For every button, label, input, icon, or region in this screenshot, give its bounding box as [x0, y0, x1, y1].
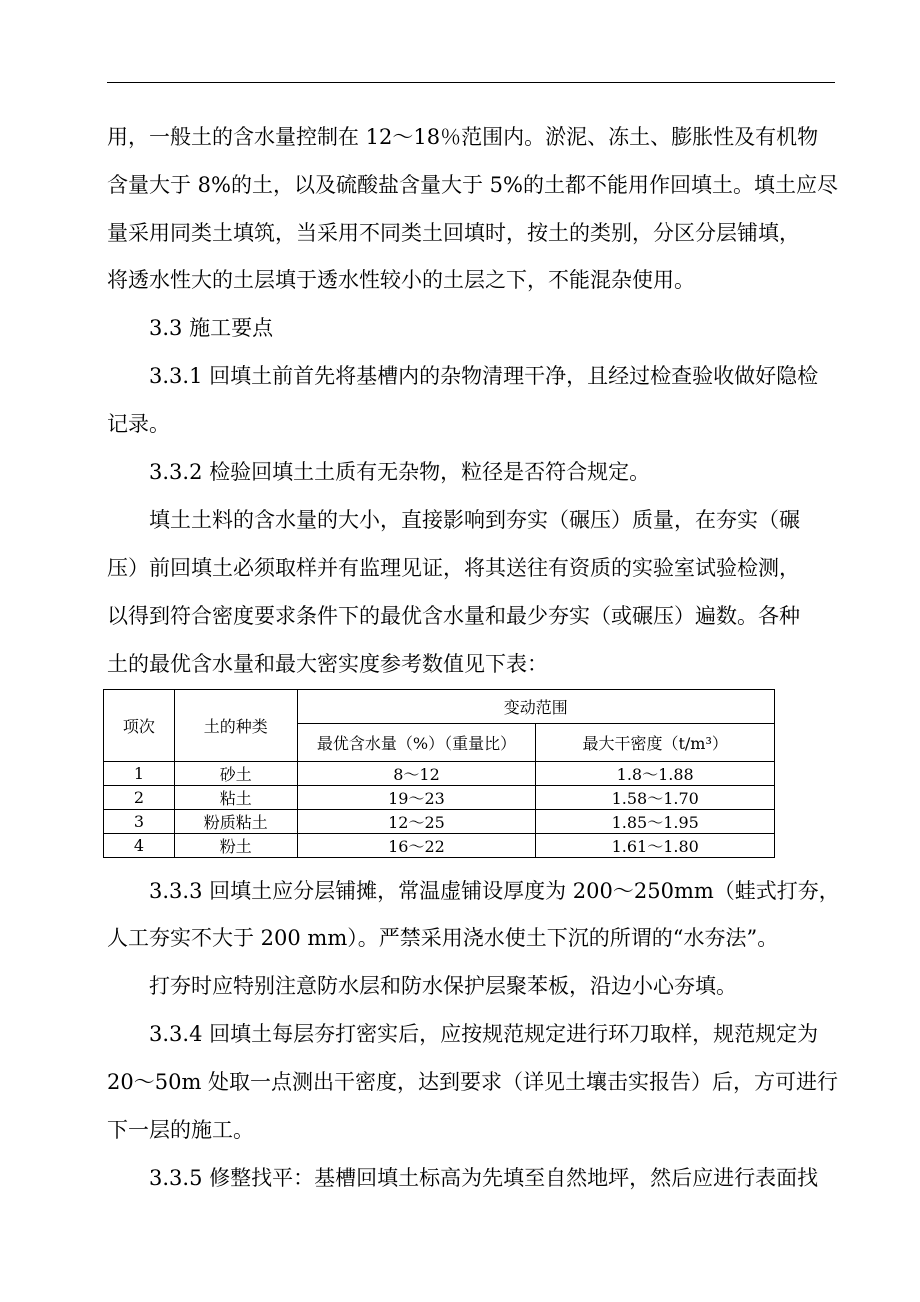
paragraph-line: 3.3.1 回填土前首先将基槽内的杂物清理干净，且经过检查验收做好隐检 [149, 364, 819, 388]
section-heading-3-3: 3.3 施工要点 [149, 316, 274, 340]
cell-item: 1 [104, 762, 175, 786]
cell-moisture: 16～22 [297, 834, 536, 858]
cell-density: 1.61～1.80 [536, 834, 775, 858]
paragraph-line: 用，一般土的含水量控制在 12～18％范围内。淤泥、冻土、膨胀性及有机物 [107, 125, 819, 149]
table-row [104, 762, 775, 786]
paragraph-line: 压）前回填土必须取样并有监理见证，将其送往有资质的实验室试验检测， [107, 556, 800, 580]
header-moisture: 最优含水量（%）（重量比） [297, 724, 536, 762]
paragraph-line: 3.3.5 修整找平：基槽回填土标高为先填至自然地坪，然后应进行表面找 [149, 1166, 819, 1190]
cell-density: 1.8～1.88 [536, 762, 775, 786]
cell-soil-type: 粉质粘土 [174, 810, 297, 834]
paragraph-line: 20～50m 处取一点测出干密度，达到要求（详见土壤击实报告）后，方可进行 [107, 1070, 839, 1094]
header-density: 最大干密度（t/m³） [536, 724, 775, 762]
header-soil-type: 土的种类 [174, 690, 297, 762]
table-row [104, 834, 775, 858]
soil-parameters-table [103, 689, 775, 858]
cell-item: 3 [104, 810, 175, 834]
paragraph-line: 将透水性大的土层填于透水性较小的土层之下，不能混杂使用。 [107, 268, 695, 292]
paragraph-line: 量采用同类土填筑，当采用不同类土回填时，按土的类别，分区分层铺填， [107, 221, 800, 245]
paragraph-line: 土的最优含水量和最大密实度参考数值见下表： [107, 652, 548, 676]
paragraph-line: 打夯时应特别注意防水层和防水保护层聚苯板，沿边小心夯填。 [149, 974, 737, 998]
cell-density: 1.58～1.70 [536, 786, 775, 810]
header-item: 项次 [104, 690, 175, 762]
table-row [104, 786, 775, 810]
header-rule [107, 82, 835, 83]
cell-density: 1.85～1.95 [536, 810, 775, 834]
paragraph-line: 人工夯实不大于 200 mm）。严禁采用浇水使土下沉的所谓的“水夯法”。 [107, 926, 779, 950]
cell-item: 4 [104, 834, 175, 858]
paragraph-line: 含量大于 8%的土，以及硫酸盐含量大于 5%的土都不能用作回填土。填土应尽 [107, 173, 838, 197]
cell-item: 2 [104, 786, 175, 810]
cell-soil-type: 砂土 [174, 762, 297, 786]
cell-moisture: 19～23 [297, 786, 536, 810]
paragraph-line: 填土土料的含水量的大小，直接影响到夯实（碾压）质量，在夯实（碾 [149, 508, 800, 532]
paragraph-line: 3.3.3 回填土应分层铺摊，常温虚铺设厚度为 200～250mm（蛙式打夯， [149, 879, 840, 903]
cell-moisture: 12～25 [297, 810, 536, 834]
cell-soil-type: 粘土 [174, 786, 297, 810]
paragraph-line: 3.3.2 检验回填土土质有无杂物，粒径是否符合规定。 [149, 460, 651, 484]
cell-soil-type: 粉土 [174, 834, 297, 858]
paragraph-line: 以得到符合密度要求条件下的最优含水量和最少夯实（或碾压）遍数。各种 [107, 604, 800, 628]
paragraph-line: 下一层的施工。 [107, 1118, 254, 1142]
header-range: 变动范围 [297, 690, 774, 724]
paragraph-line: 记录。 [107, 412, 170, 436]
table-row [104, 810, 775, 834]
cell-moisture: 8～12 [297, 762, 536, 786]
paragraph-line: 3.3.4 回填土每层夯打密实后，应按规范规定进行环刀取样，规范规定为 [149, 1022, 819, 1046]
